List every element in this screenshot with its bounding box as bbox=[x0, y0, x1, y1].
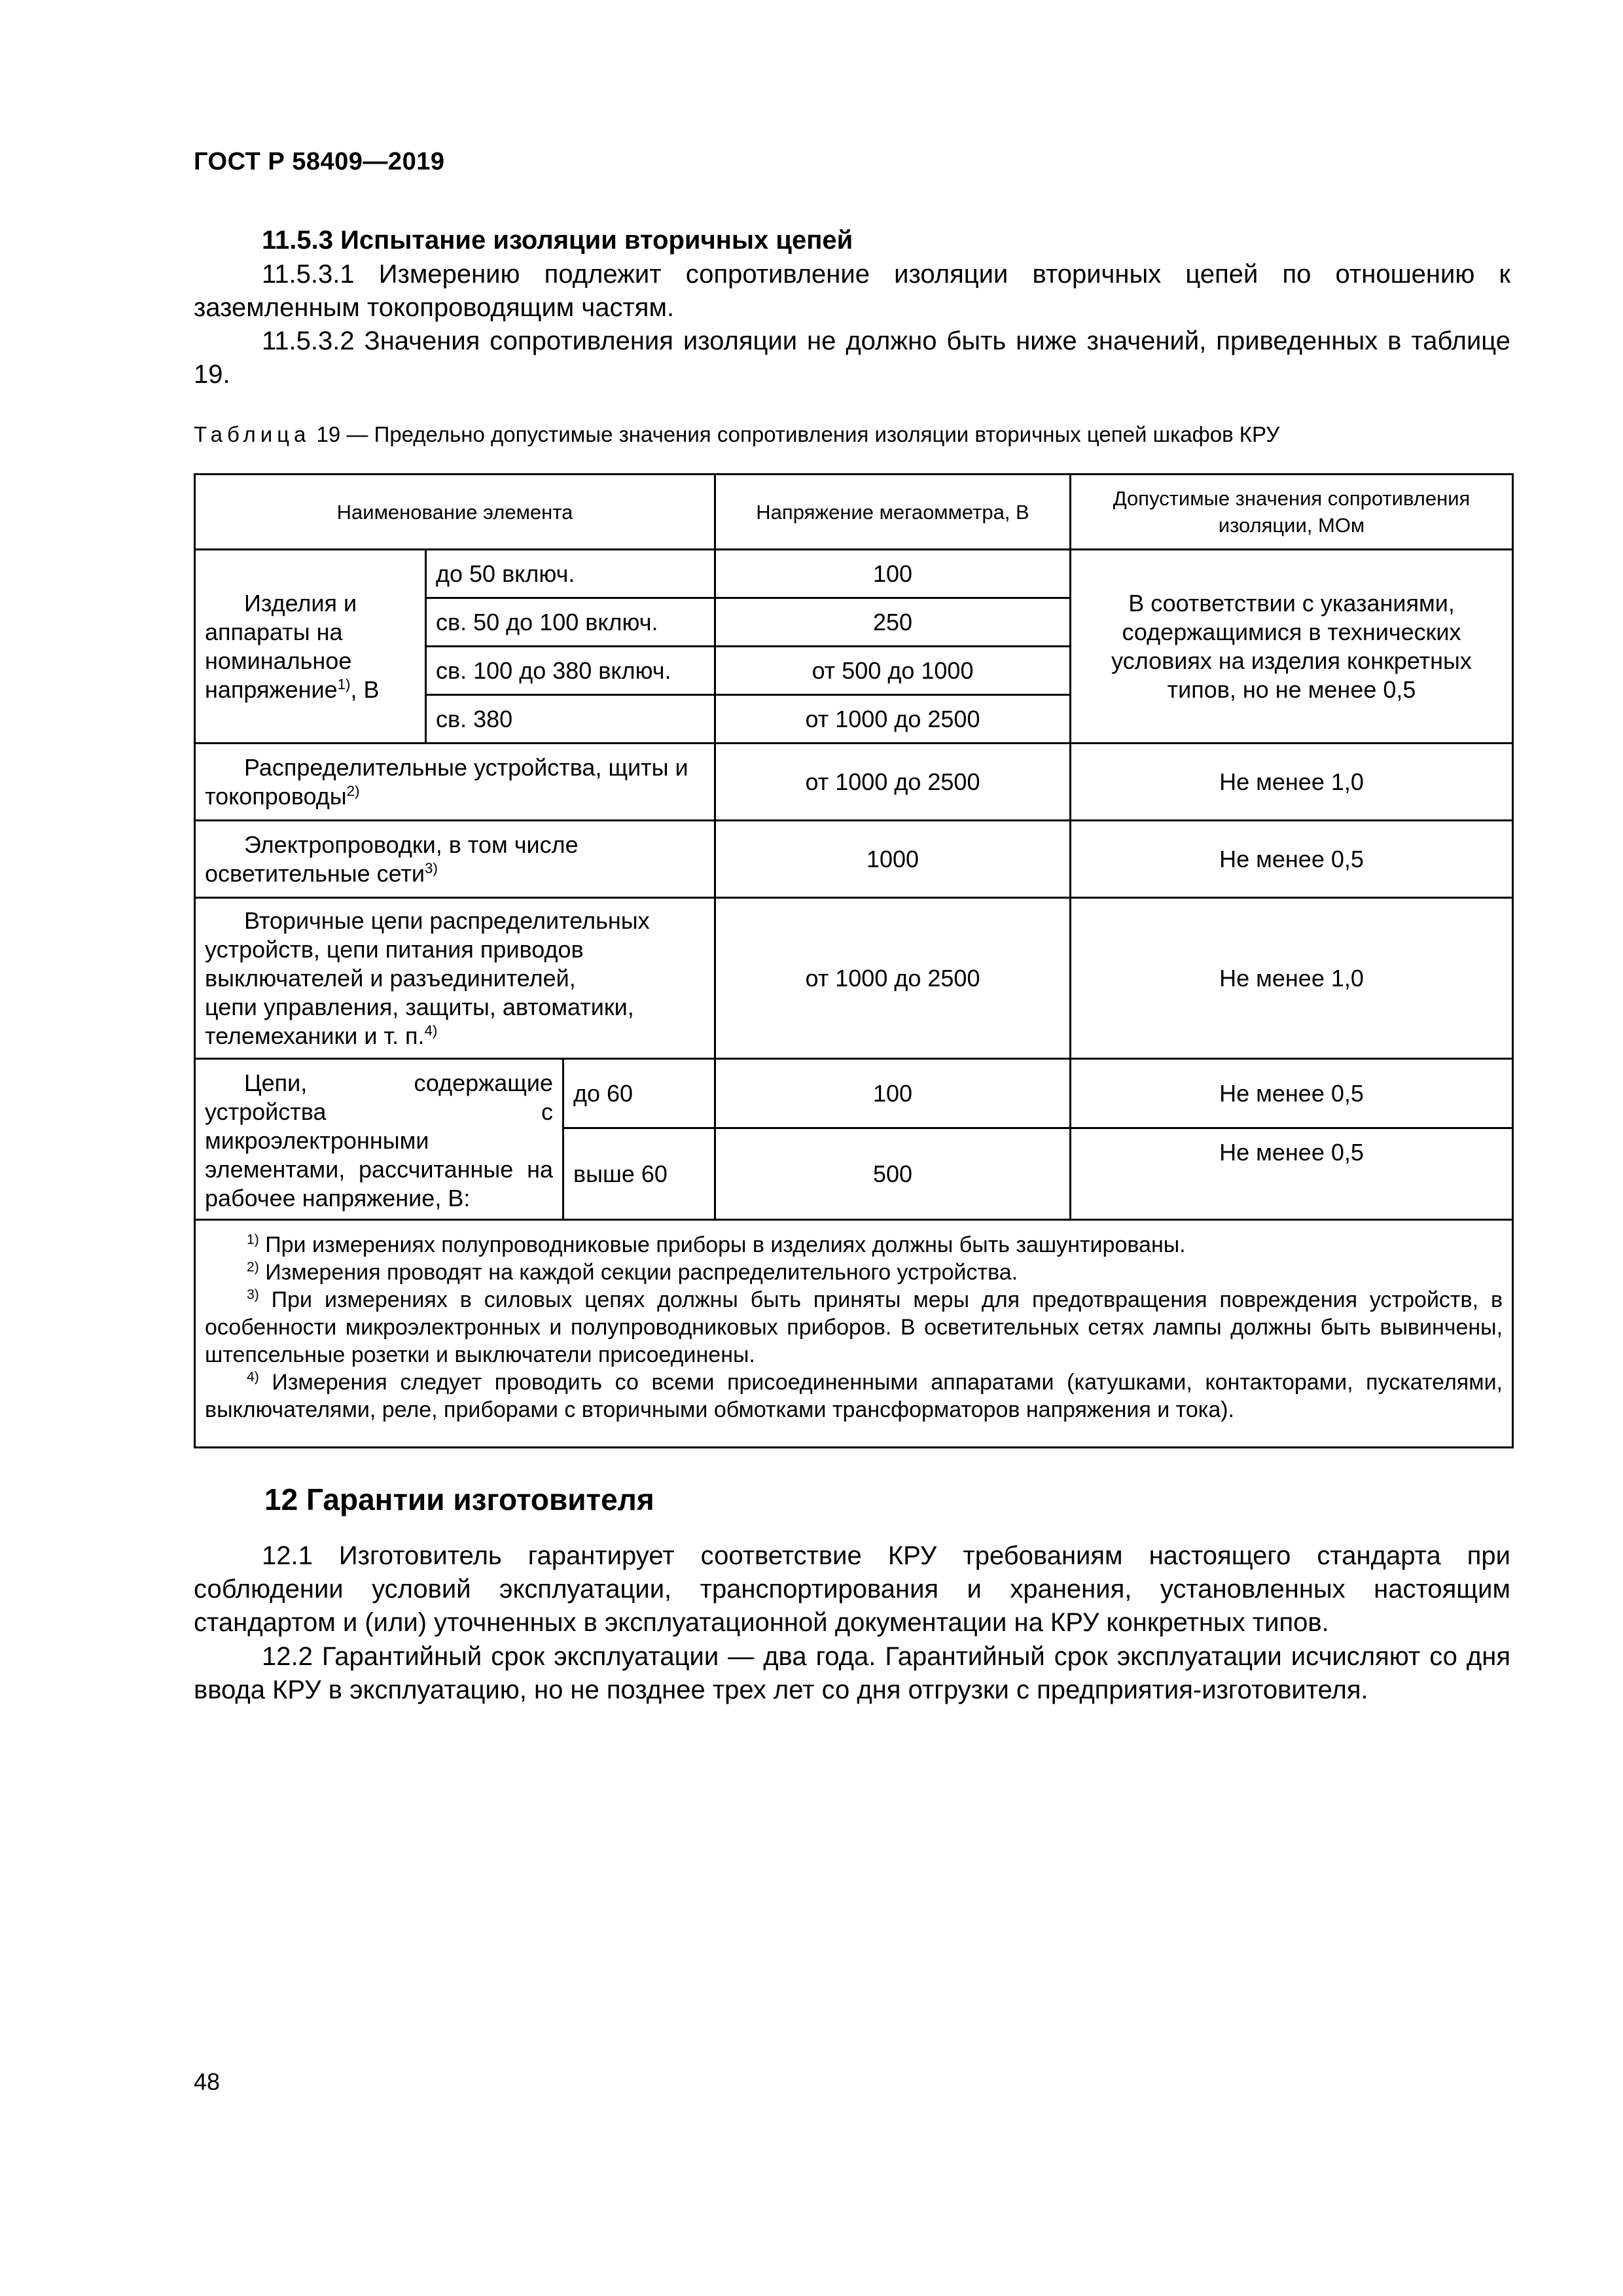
table-caption bbox=[194, 422, 1279, 448]
paragraph-12-2: 12.2 Гарантийный срок эксплуатации — два года. Гарантийный срок эксплуатации исчисляют со дня ввода КРУ в эксплуатацию, но не позднее трех лет со дня отгрузки с предприятия-изготовителя. bbox=[194, 1642, 1510, 1704]
table-notes-row bbox=[195, 1220, 1513, 1448]
group1-label: Изделия и аппараты на номинальное напряжение$^{1)}$, В bbox=[195, 550, 426, 744]
table-note: $^{2)}$ Измерения проводят на каждой секции распределительного устройства. bbox=[247, 1259, 1018, 1285]
group1-allowed: В соответствии с указаниями, содержащимися в технических условиях на изделия конкретных типов, но не менее 0,5 bbox=[1071, 550, 1513, 744]
switchgear-voltage: от 1000 до 2500 bbox=[715, 744, 1071, 821]
table-row-micro bbox=[195, 1059, 1513, 1128]
micro-voltage: 100 bbox=[715, 1059, 1071, 1128]
table-row bbox=[195, 550, 1513, 598]
paragraph-11-5-3-1: 11.5.3.1 Измерению подлежит сопротивление изоляции вторичных цепей по отношению к заземленным токопроводящим частям. bbox=[194, 260, 1510, 322]
group1-voltage: от 500 до 1000 bbox=[715, 647, 1071, 695]
paragraph-11-5-3-2: 11.5.3.2 Значения сопротивления изоляции не должно быть ниже значений, приведенных в таблице 19. bbox=[194, 327, 1510, 389]
table-row-switchgear bbox=[195, 744, 1513, 821]
secondary-voltage: от 1000 до 2500 bbox=[715, 898, 1071, 1059]
table-header-row bbox=[195, 475, 1513, 550]
section-12-title: 12 Гарантии изготовителя bbox=[264, 1482, 654, 1516]
micro-voltage: 500 bbox=[715, 1128, 1071, 1220]
wiring-label: Электропроводки, в том числе осветительные сети$^{3)}$ bbox=[195, 821, 715, 898]
table-row-wiring bbox=[195, 821, 1513, 898]
wiring-allowed: Не менее 0,5 bbox=[1071, 821, 1513, 898]
header-allowed-values: Допустимые значения сопротивления изоляции, МОм bbox=[1071, 475, 1513, 550]
header-megohmmeter-voltage: Напряжение мегаомметра, В bbox=[715, 475, 1071, 550]
group1-voltage: 250 bbox=[715, 598, 1071, 647]
table-notes bbox=[195, 1220, 1513, 1448]
paragraph-12-1: 12.1 Изготовитель гарантирует соответствие КРУ требованиям настоящего стандарта при соблюдении условий эксплуатации, транспортирования и хранения, установленных настоящим стандартом и (или) уточненных в эксплуатационной документации на КРУ конкретных типов. bbox=[194, 1541, 1510, 1637]
document-header: ГОСТ Р 58409—2019 bbox=[194, 148, 445, 175]
group1-voltage: 100 bbox=[715, 550, 1071, 598]
table-note: $^{1)}$ При измерениях полупроводниковые приборы в изделиях должны быть зашунтированы. bbox=[247, 1232, 1186, 1257]
group1-range: св. 100 до 380 включ. bbox=[426, 647, 715, 695]
group1-range: до 50 включ. bbox=[426, 550, 715, 598]
page-number: 48 bbox=[194, 2068, 221, 2095]
switchgear-allowed: Не менее 1,0 bbox=[1071, 744, 1513, 821]
group1-range: св. 50 до 100 включ. bbox=[426, 598, 715, 647]
micro-label: Цепи, содержащие устройства с микроэлектронными элементами, рассчитанные на рабочее напряжение, В: bbox=[195, 1059, 563, 1220]
micro-range: до 60 bbox=[563, 1059, 715, 1128]
table-caption-text: 19 — Предельно допустимые значения сопротивления изоляции вторичных цепей шкафов КРУ bbox=[310, 422, 1280, 446]
secondary-allowed: Не менее 1,0 bbox=[1071, 898, 1513, 1059]
table-note: $^{3)}$ При измерениях в силовых цепях должны быть приняты меры для предотвращения повреждения устройств, в особенности микроэлектронных и полупроводниковых приборов. В осветительных сетях лампы должны быть вывинчены, штепсельные розетки и выключатели присоединены. bbox=[205, 1287, 1503, 1367]
table-note: $^{4)}$ Измерения следует проводить со всеми присоединенными аппаратами (катушками, контакторами, пускателями, выключателями, реле, приборами с вторичными обмотками трансформаторов напряжения и тока). bbox=[205, 1369, 1503, 1422]
header-element-name: Наименование элемента bbox=[195, 475, 715, 550]
group1-voltage: от 1000 до 2500 bbox=[715, 695, 1071, 744]
table-19 bbox=[194, 473, 1514, 1448]
switchgear-label: Распределительные устройства, щиты и токопроводы$^{2)}$ bbox=[195, 744, 715, 821]
micro-allowed: Не менее 0,5 bbox=[1071, 1128, 1513, 1220]
section-11-5-3-title: 11.5.3 Испытание изоляции вторичных цепей bbox=[262, 226, 853, 255]
wiring-voltage: 1000 bbox=[715, 821, 1071, 898]
micro-allowed: Не менее 0,5 bbox=[1071, 1059, 1513, 1128]
micro-range: выше 60 bbox=[563, 1128, 715, 1220]
group1-range: св. 380 bbox=[426, 695, 715, 744]
table-row-secondary bbox=[195, 898, 1513, 1059]
secondary-label: Вторичные цепи распределительных устройств, цепи питания приводов выключателей и разъединителей, цепи управления, защиты, автоматики, телемеханики и т. п.$^{4)}$ bbox=[195, 898, 715, 1059]
table-caption-word: Таблица bbox=[194, 422, 311, 446]
